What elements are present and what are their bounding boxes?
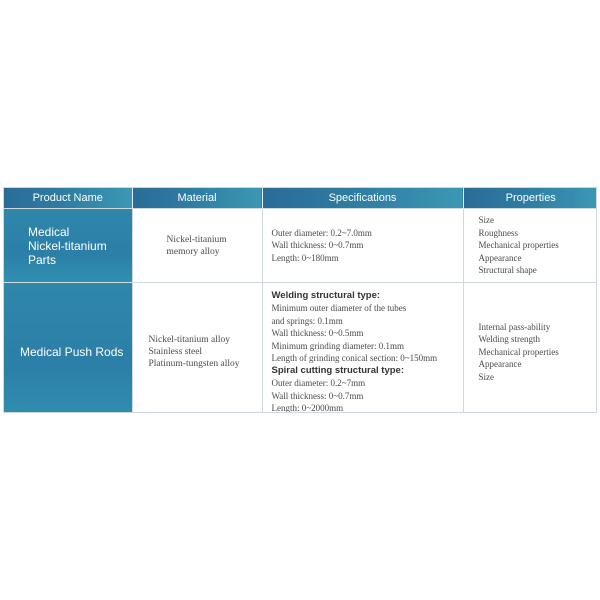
spec-line: Wall thickness: 0~0.7mm — [271, 240, 364, 251]
product-name-line: Medical — [28, 224, 70, 239]
spec-line: Minimum grinding diameter: 0.1mm — [271, 340, 404, 351]
properties-cell — [463, 209, 597, 283]
product-name-cell — [4, 283, 132, 414]
property-line: Mechanical properties — [478, 346, 559, 357]
property-line: Mechanical properties — [478, 240, 559, 251]
material-line: Nickel-titanium — [166, 234, 227, 245]
header-properties: Properties — [463, 188, 597, 209]
property-line: Appearance — [478, 359, 522, 370]
property-line: Size — [478, 371, 494, 382]
header-row — [4, 188, 597, 209]
property-line: Structural shape — [478, 265, 537, 276]
property-line: Appearance — [478, 252, 522, 263]
spec-line: Outer diameter: 0.2~7mm — [271, 378, 366, 388]
specifications-cell — [262, 209, 463, 283]
properties-cell — [463, 283, 597, 414]
spec-line: Length of grinding conical section: 0~150mm — [271, 353, 438, 363]
spec-line: Length: 0~180mm — [271, 252, 339, 263]
specifications-cell — [262, 283, 463, 414]
header-product-name: Product Name — [4, 188, 132, 209]
property-line: Size — [478, 215, 494, 226]
material-line: Stainless steel — [148, 347, 203, 357]
material-line: memory alloy — [166, 246, 220, 257]
header-specifications: Specifications — [262, 188, 463, 209]
product-spec-table — [3, 187, 597, 413]
table-row — [4, 209, 597, 283]
material-cell — [132, 283, 262, 414]
spec-line: Outer diameter: 0.2~7.0mm — [271, 227, 372, 238]
spec-line: Length: 0~2000mm — [271, 403, 344, 413]
property-line: Internal pass-ability — [478, 321, 551, 332]
product-name-cell — [4, 209, 132, 283]
product-name-line: Parts — [28, 252, 57, 267]
product-name-line: Nickel-titanium — [28, 238, 107, 253]
spec-line: Minimum outer diameter of the tubes — [271, 303, 407, 313]
material-line: Platinum-tungsten alloy — [148, 359, 240, 369]
spec-line: Wall thickness: 0~0.5mm — [271, 328, 364, 338]
property-line: Roughness — [478, 227, 519, 238]
header-material: Material — [132, 188, 262, 209]
spec-line: Wall thickness: 0~0.7mm — [271, 390, 364, 401]
material-cell — [132, 209, 262, 283]
spec-line: and springs: 0.1mm — [271, 315, 343, 326]
spec-section-heading: Welding structural type: — [271, 289, 381, 301]
property-line: Welding strength — [478, 334, 541, 345]
table-row — [4, 283, 597, 414]
material-line: Nickel-titanium alloy — [148, 335, 231, 345]
spec-table — [4, 188, 597, 413]
product-name-line: Medical Push Rods — [20, 345, 124, 359]
spec-section-heading: Spiral cutting structural type: — [271, 364, 404, 376]
